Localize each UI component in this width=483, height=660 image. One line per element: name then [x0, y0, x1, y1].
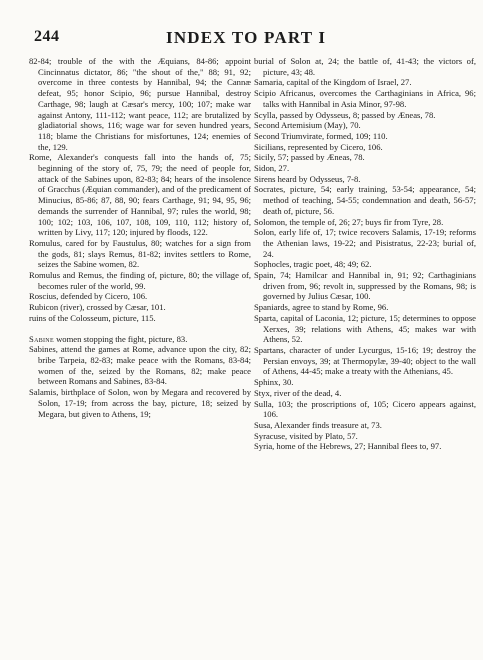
index-entry: Sicily, 57; passed by Æneas, 78. [254, 152, 365, 163]
index-entry: Spain, 74; Hamilcar and Hannibal in, 91; 92; Carthaginians driven from, 96; revolt in, suppressed by the Romans, 98; is governed by Julius Cæsar, 100. [254, 270, 476, 302]
index-entry: 82-84; trouble of the with the Æquians, 84-86; appoint Cincinnatus dictator, 86; "the shout of the," 88; 91, 92; overcome in three contests by Hannibal, 94; the Cannæ defeat, 95; honor Scipio, 96; pursue Hannibal, destroy Carthage, 98; laugh at Cæsar's mercy, 100; 107; make war against Antony, 111-112; want peace, 112; are brutalized by gladiatorial shows, 116; wage war for seven hundred years, 118; blame the Christians for misfortunes, 124; enemies of the, 129. [29, 56, 251, 152]
index-entry: Rome, Alexander's conquests fall into the hands of, 75; beginning of the story of, 75, 79; the need of people for, attack of the Sabines upon, 82-83; 84; hears of the insolence of Gracchus (Æquian commander), and of the predicament of Minucius, 85-86; 87, 88, 90; fears Carthage, 91; 94, 95, 96; demands the surrender of Hannibal, 97; rules the world, 98; 100; 102; 103, 106, 107, 108, 109, 110, 112; history of, written by Livy, 117; 120; injured by floods, 122. [29, 152, 251, 238]
index-entry: Second Artemisium (May), 70. [254, 120, 361, 131]
page-number: 244 [34, 28, 60, 45]
index-entry: Solomon, the temple of, 26; 27; buys fir from Tyre, 28. [254, 216, 444, 227]
index-entry: Salamis, birthplace of Solon, won by Megara and recovered by Solon, 17-19; from across the bay, picture, 18; seized by Megara, but given to Athens, 19; [29, 387, 251, 419]
index-entry: Scipio Africanus, overcomes the Carthaginians in Africa, 96; talks with Hannibal in Asia Minor, 97-98. [254, 88, 476, 109]
index-entry: Sparta, capital of Laconia, 12; picture, 15; determines to oppose Xerxes, 39; relations with Athens, 45; makes war with Athens, 52. [254, 312, 476, 345]
index-entry: burial of Solon at, 24; the battle of, 41-43; the victors of, picture, 43; 48. [254, 56, 476, 77]
index-entry: Syria, home of the Hebrews, 27; Hannibal flees to, 97. [254, 441, 442, 452]
index-entry: Sabines, attend the games at Rome, advance upon the city, 82; bribe Tarpeia, 82-83; make peace with the Romans, 83-84; women of the, seized by the Romans, 82; make peace between Romans and Sabines, 83-84. [29, 344, 251, 387]
index-entry: Solon, early life of, 17; twice recovers Salamis, 17-19; reforms the Athenian laws, 19-22; and Pisistratus, 22-23; burial of, 24. [254, 227, 476, 259]
letter-section-gap [29, 324, 251, 334]
index-entry: Sidon, 27. [254, 163, 290, 174]
index-entry [29, 334, 251, 345]
index-entry: Scylla, passed by Odysseus, 8; passed by Æneas, 78. [254, 109, 436, 120]
section-lead-word: Sabine [29, 333, 54, 344]
index-entry: Second Triumvirate, formed, 109; 110. [254, 130, 388, 141]
index-entry: Sicilians, represented by Cicero, 106. [254, 141, 383, 152]
index-entry: Susa, Alexander finds treasure at, 73. [254, 419, 382, 430]
index-entry: Spartans, character of under Lycurgus, 15-16; 19; destroy the Persian envoys, 39; at Thermopylæ, 39-40; object to the wall of Athens, 44-45; make a treaty with the Athenians, 45. [254, 344, 476, 377]
index-entry: Sophocles, tragic poet, 48; 49; 62. [254, 259, 372, 270]
index-entry: Samaria, capital of the Kingdom of Israel, 27. [254, 77, 412, 88]
index-entry: Romulus, cared for by Faustulus, 80; watches for a sign from the gods, 81; slays Remus, 81-82; invites settlers to Rome, seizes the Sabine women, 82. [29, 237, 251, 270]
index-entry: Socrates, picture, 54; early training, 53-54; appearance, 54; method of teaching, 54-55; condemnation and death, 56-57; death of, picture, 56. [254, 184, 476, 216]
index-column-left [29, 56, 251, 419]
index-entry: Rubicon (river), crossed by Cæsar, 101. [29, 302, 166, 313]
index-column-right [254, 56, 476, 452]
index-entry: Syracuse, visited by Plato, 57. [254, 430, 358, 441]
index-entry: Styx, river of the dead, 4. [254, 387, 342, 398]
index-entry: Spaniards, agree to stand by Rome, 96. [254, 302, 389, 313]
index-entry: Sulla, 103; the proscriptions of, 105; Cicero appears against, 106. [254, 398, 476, 420]
index-entry: Sirens heard by Odysseus, 7-8. [254, 173, 361, 184]
index-entry: Sphinx, 30. [254, 377, 294, 388]
index-entry-rest: women stopping the fight, picture, 83. [53, 333, 188, 344]
index-entry: Romulus and Remus, the finding of, picture, 80; the village of, becomes ruler of the world, 99. [29, 270, 251, 291]
page-header [0, 28, 483, 50]
index-entry: Roscius, defended by Cicero, 106. [29, 291, 148, 302]
page-title: INDEX TO PART I [166, 28, 327, 47]
index-entry: ruins of the Colosseum, picture, 115. [29, 312, 156, 323]
